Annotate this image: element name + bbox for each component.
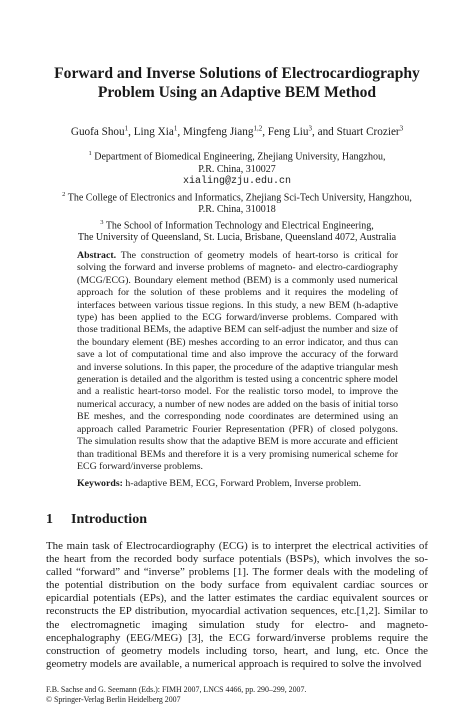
page-footer: [46, 685, 428, 705]
section-number: 1: [46, 512, 53, 527]
author-email: xialing@zju.edu.cn: [182, 176, 292, 188]
section-title: Introduction: [71, 512, 147, 527]
section-heading: [46, 512, 147, 528]
author: Ling Xia$^1$,: [133, 124, 183, 138]
author-list: [30, 121, 444, 139]
abstract: [77, 250, 398, 473]
title-line-2: Problem Using an Adaptive BEM Method: [97, 84, 377, 101]
affiliations: [30, 148, 444, 245]
affiliation-1: $^1$ Department of Biomedical Engineering, Zhejiang University, Hangzhou,: [88, 150, 386, 163]
copyright-line: © Springer-Verlag Berlin Heidelberg 2007: [46, 695, 181, 704]
affiliation-2: $^2$ The College of Electronics and Informatics, Zhejiang Sci-Tech University, Hangzhou,: [62, 190, 412, 203]
citation-line: F.B. Sachse and G. Seemann (Eds.): FIMH 2007, LNCS 4466, pp. 290–299, 2007.: [46, 685, 307, 694]
author: Mingfeng Jiang$^{1,2}$,: [182, 124, 268, 138]
abstract-text: The construction of geometry models of heart-torso is critical for solving the forward and inverse problems of magneto- and electro-cardiography (MCG/ECG). Boundary element method (BEM) is a commonly used numerical approach for the solution of these problems and it requires the modeling of interfaces between various tissue regions. In this study, a new BEM (h-adaptive type) has been applied to the ECG forward/inverse problems. Compared with those traditional BEMs, the adaptive BEM can self-adjust the number and size of the boundary element (BE) meshes according to an error indicator, and thus can save a lot of computational time and also improve the accuracy of the forward and inverse solutions. In this paper, the procedure of the adaptive triangular mesh generation is detailed and the algorithm is tested using a concentric sphere model and a realistic heart-torso model. For the realistic torso model, to improve the numerical accuracy, a number of new nodes are added on the basis of initial torso BE meshes, and the corresponding node coordinates are determined using an approach called Parametric Fourier Representation (PFR) of closed polygons. The simulation results show that the adaptive BEM is more accurate and efficient than traditional BEMs and therefore it is a very promising numerical scheme for ECG forward/inverse problems.: [77, 250, 398, 472]
author: Stuart Crozier$^3$: [336, 124, 404, 138]
keywords-text: h-adaptive BEM, ECG, Forward Problem, Inverse problem.: [122, 478, 362, 489]
affiliation-1-line-2: P.R. China, 310027: [198, 163, 276, 175]
title-line-1: Forward and Inverse Solutions of Electrocardiography: [54, 65, 420, 82]
affiliation-3: $^3$ The School of Information Technology and Electrical Engineering,: [100, 218, 374, 232]
affiliation-3-line-2: The University of Queensland, St. Lucia, Brisbane, Queensland 4072, Australia: [77, 232, 397, 244]
keywords: [77, 478, 398, 490]
paper-title: [30, 64, 444, 102]
introduction-paragraph: The main task of Electrocardiography (ECG) is to interpret the electrical activities of the heart from the recorded body surface potentials (BSPs), which involves the so-called “forward” and “inverse” problems [1]. The former deals with the modeling of the potential distribution on the body surface from equivalent cardiac sources or epicardial potentials (EPs), and the latter estimates the cardiac equivalent sources or reconstructs the EP distribution, myocardial activation sequences, etc.[1,2]. Similar to the electromagnetic imaging simulation study for electro- and magneto-encephalography (EEG/MEG) [3], the ECG forward/inverse problems require the construction of geometry models including torso, heart, and lung, etc. Once the geometry models are available, a numerical approach is required to solve the involved: [46, 540, 428, 670]
affiliation-2-line-2: P.R. China, 310018: [198, 204, 276, 216]
author: Feng Liu$^3$, and: [267, 124, 337, 138]
keywords-label: Keywords:: [77, 478, 123, 489]
abstract-label: Abstract.: [77, 250, 117, 261]
author: Guofa Shou$^1$,: [70, 124, 134, 138]
